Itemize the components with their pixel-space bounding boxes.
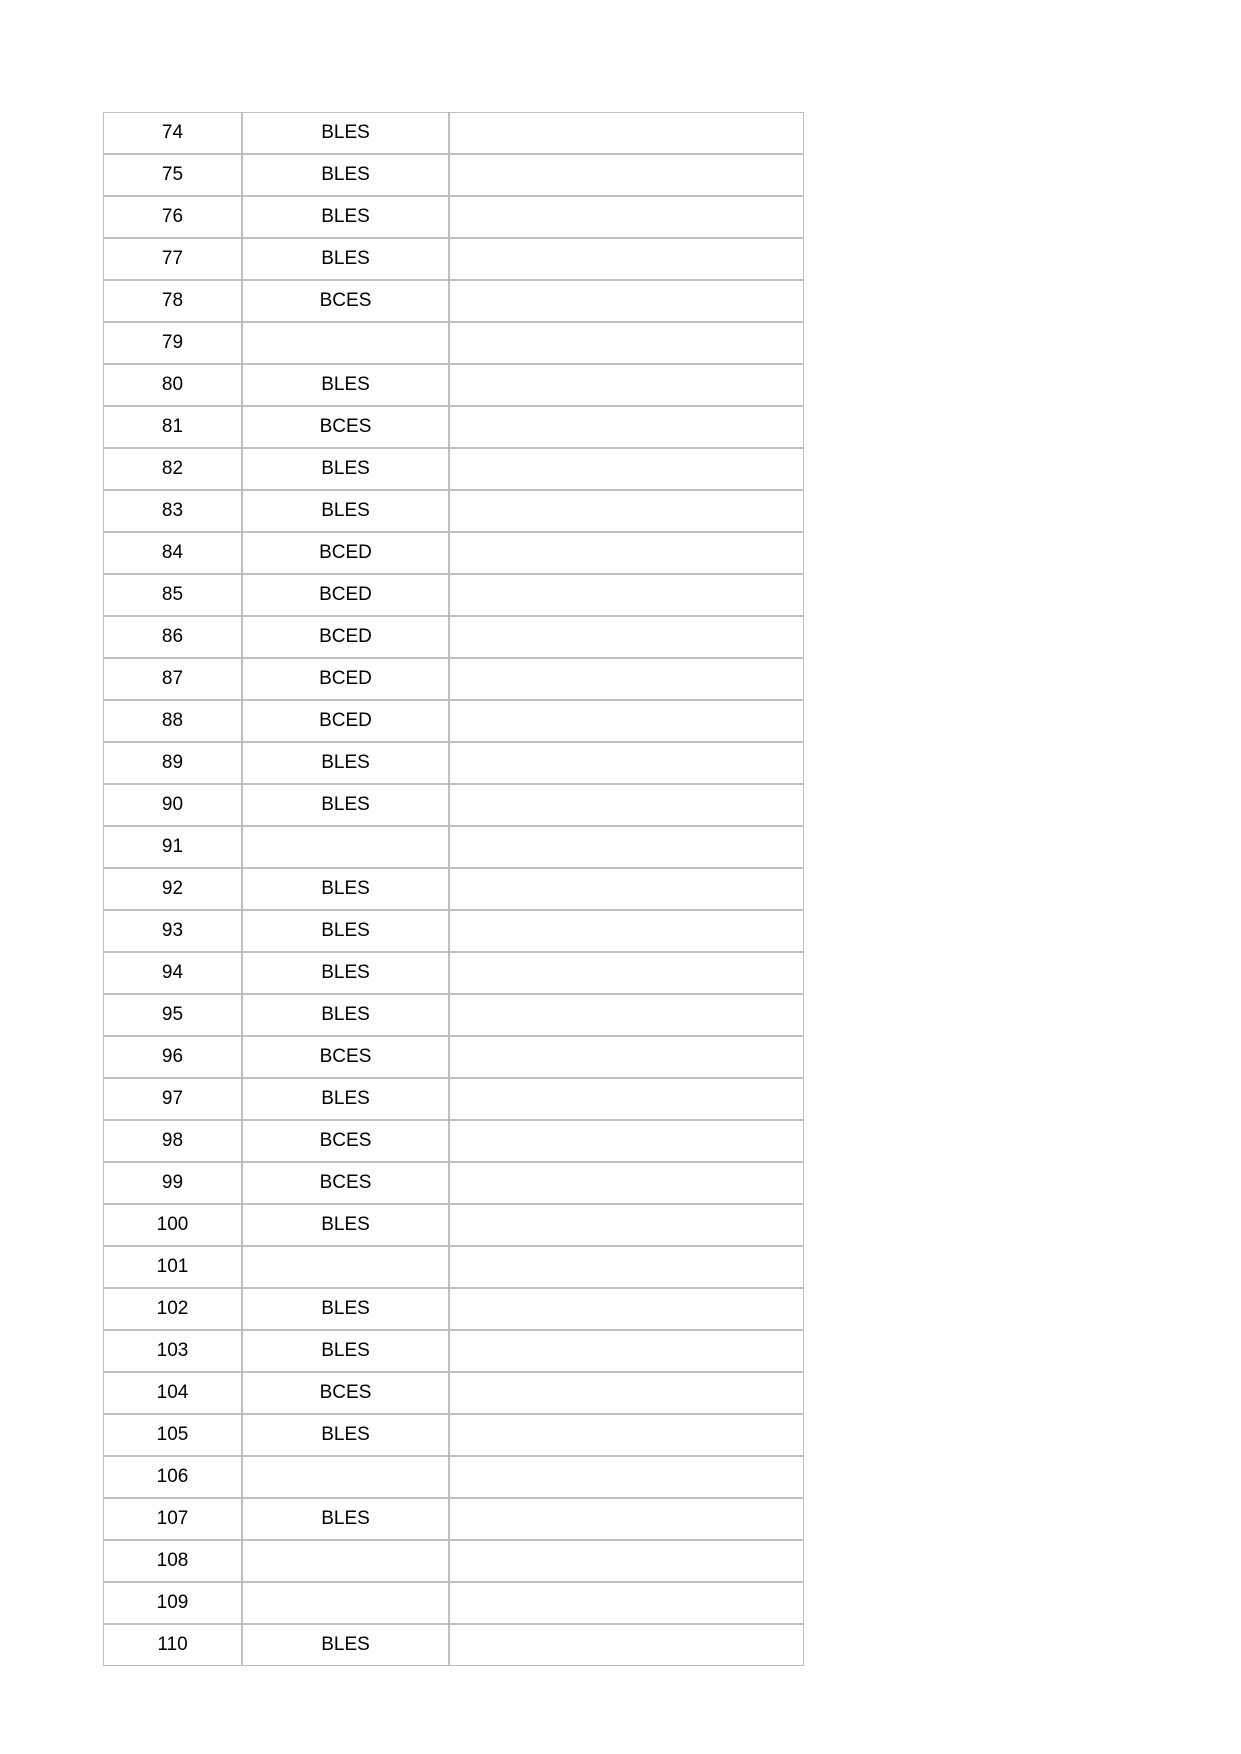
cell-code: BLES [242,784,449,826]
table-row [103,322,804,364]
cell-note [449,616,804,658]
cell-note [449,112,804,154]
cell-note [449,196,804,238]
table-row [103,112,804,154]
cell-code: BCED [242,616,449,658]
cell-row-number: 95 [103,994,242,1036]
cell-code [242,1540,449,1582]
table-row [103,952,804,994]
cell-row-number: 91 [103,826,242,868]
cell-code [242,1582,449,1624]
table-row [103,1246,804,1288]
cell-row-number: 78 [103,280,242,322]
table-row [103,1078,804,1120]
cell-note [449,910,804,952]
cell-row-number: 104 [103,1372,242,1414]
cell-row-number: 103 [103,1330,242,1372]
cell-row-number: 79 [103,322,242,364]
cell-note [449,1162,804,1204]
cell-row-number: 96 [103,1036,242,1078]
cell-row-number: 89 [103,742,242,784]
cell-note [449,364,804,406]
cell-row-number: 76 [103,196,242,238]
cell-code: BCES [242,1120,449,1162]
codes-table [103,112,804,1666]
cell-code: BCES [242,1372,449,1414]
cell-note [449,532,804,574]
cell-note [449,1078,804,1120]
cell-code: BCED [242,532,449,574]
table-row [103,532,804,574]
cell-row-number: 88 [103,700,242,742]
cell-code [242,322,449,364]
cell-note [449,490,804,532]
cell-note [449,280,804,322]
cell-note [449,1540,804,1582]
cell-row-number: 82 [103,448,242,490]
table-row [103,574,804,616]
cell-note [449,1120,804,1162]
cell-note [449,784,804,826]
cell-row-number: 98 [103,1120,242,1162]
cell-note [449,700,804,742]
cell-row-number: 81 [103,406,242,448]
cell-code: BLES [242,994,449,1036]
cell-row-number: 85 [103,574,242,616]
cell-row-number: 106 [103,1456,242,1498]
cell-row-number: 87 [103,658,242,700]
cell-row-number: 100 [103,1204,242,1246]
cell-note [449,1204,804,1246]
cell-note [449,658,804,700]
cell-note [449,994,804,1036]
cell-code: BLES [242,1414,449,1456]
table-row [103,1456,804,1498]
cell-note [449,1414,804,1456]
table-row [103,238,804,280]
cell-code: BCES [242,1162,449,1204]
cell-note [449,742,804,784]
table-row [103,1414,804,1456]
cell-note [449,1498,804,1540]
cell-row-number: 110 [103,1624,242,1666]
table-row [103,658,804,700]
cell-note [449,1456,804,1498]
table-row [103,1204,804,1246]
cell-note [449,1372,804,1414]
cell-code: BLES [242,1204,449,1246]
cell-note [449,448,804,490]
cell-note [449,1288,804,1330]
cell-row-number: 75 [103,154,242,196]
cell-note [449,1624,804,1666]
cell-note [449,574,804,616]
cell-note [449,406,804,448]
cell-code: BLES [242,364,449,406]
cell-note [449,154,804,196]
cell-row-number: 105 [103,1414,242,1456]
cell-code: BCES [242,280,449,322]
cell-code: BLES [242,238,449,280]
cell-row-number: 86 [103,616,242,658]
table-row [103,1372,804,1414]
cell-row-number: 109 [103,1582,242,1624]
cell-code: BLES [242,1078,449,1120]
cell-code: BLES [242,868,449,910]
table-row [103,154,804,196]
cell-code: BLES [242,490,449,532]
table-container [103,112,798,1666]
table-row [103,364,804,406]
cell-code: BLES [242,448,449,490]
cell-note [449,1036,804,1078]
table-row [103,616,804,658]
cell-code [242,1456,449,1498]
cell-code: BCES [242,406,449,448]
cell-note [449,868,804,910]
cell-note [449,1246,804,1288]
table-row [103,280,804,322]
table-row [103,1288,804,1330]
cell-code: BLES [242,1624,449,1666]
cell-row-number: 74 [103,112,242,154]
table-row [103,910,804,952]
cell-note [449,238,804,280]
table-row [103,784,804,826]
table-row [103,1330,804,1372]
cell-row-number: 83 [103,490,242,532]
cell-code: BLES [242,952,449,994]
cell-code: BLES [242,910,449,952]
table-row [103,1624,804,1666]
table-row [103,1540,804,1582]
cell-row-number: 84 [103,532,242,574]
cell-row-number: 80 [103,364,242,406]
cell-note [449,1582,804,1624]
cell-code: BLES [242,1498,449,1540]
cell-note [449,826,804,868]
cell-code: BCED [242,700,449,742]
cell-row-number: 94 [103,952,242,994]
cell-code: BCED [242,658,449,700]
table-row [103,1498,804,1540]
cell-row-number: 101 [103,1246,242,1288]
table-row [103,490,804,532]
cell-note [449,322,804,364]
table-row [103,1582,804,1624]
table-row [103,1162,804,1204]
cell-code [242,826,449,868]
cell-row-number: 93 [103,910,242,952]
table-row [103,1036,804,1078]
cell-row-number: 108 [103,1540,242,1582]
table-row [103,700,804,742]
cell-row-number: 90 [103,784,242,826]
cell-code: BCED [242,574,449,616]
cell-code: BLES [242,1288,449,1330]
cell-row-number: 97 [103,1078,242,1120]
cell-row-number: 92 [103,868,242,910]
table-row [103,1120,804,1162]
cell-row-number: 77 [103,238,242,280]
cell-note [449,1330,804,1372]
cell-row-number: 99 [103,1162,242,1204]
cell-code: BLES [242,154,449,196]
cell-row-number: 107 [103,1498,242,1540]
cell-code: BLES [242,196,449,238]
cell-code: BCES [242,1036,449,1078]
table-row [103,406,804,448]
cell-note [449,952,804,994]
table-row [103,742,804,784]
codes-table-body [103,112,804,1666]
table-row [103,868,804,910]
cell-row-number: 102 [103,1288,242,1330]
table-row [103,196,804,238]
cell-code: BLES [242,1330,449,1372]
table-row [103,826,804,868]
cell-code: BLES [242,742,449,784]
cell-code: BLES [242,112,449,154]
table-row [103,994,804,1036]
cell-code [242,1246,449,1288]
table-row [103,448,804,490]
